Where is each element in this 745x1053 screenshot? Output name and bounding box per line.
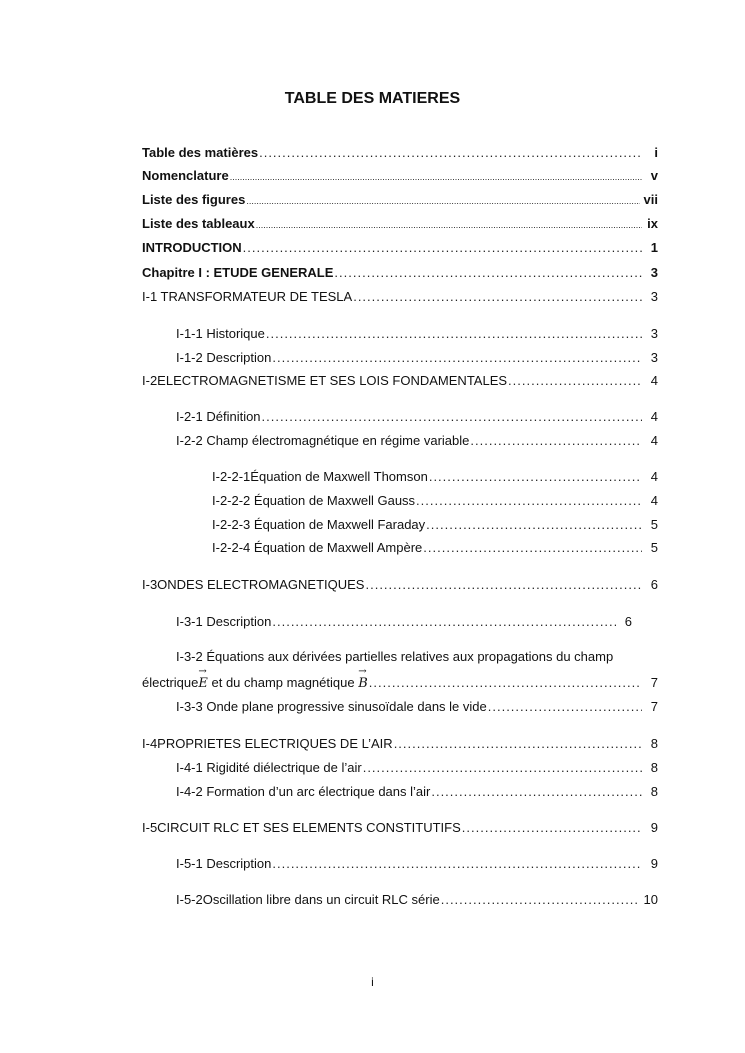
toc-entry-label: I-4PROPRIETES ELECTRIQUES DE L’AIR <box>142 736 393 751</box>
toc-entry[interactable] <box>142 577 658 592</box>
toc-entry-page: v <box>650 168 658 183</box>
toc-entry-label: I-5CIRCUIT RLC ET SES ELEMENTS CONSTITUTIFS <box>142 820 461 835</box>
toc-entry-page: 7 <box>650 675 658 690</box>
dot-leader <box>262 409 642 424</box>
toc-entry-continuation[interactable] <box>142 675 658 691</box>
toc-entry-page: 8 <box>650 760 658 775</box>
dot-leader <box>508 373 642 388</box>
toc-entry-page: 6 <box>650 577 658 592</box>
toc-entry-multiline[interactable] <box>142 642 658 672</box>
toc-entry-page: 4 <box>650 409 658 424</box>
dot-leader <box>429 469 642 484</box>
dot-leader <box>423 540 642 555</box>
toc-entry-label-line1: I-3-2 Équations aux dérivées partielles relatives aux propagations du champ <box>176 649 614 664</box>
dot-leader <box>272 350 642 365</box>
toc-entry-page: 4 <box>650 469 658 484</box>
toc-entry-label: Nomenclature <box>142 168 229 183</box>
dot-leader <box>230 172 642 182</box>
dot-leader <box>353 289 642 304</box>
toc-entry[interactable] <box>142 736 658 751</box>
toc-entry-page: 8 <box>650 784 658 799</box>
toc-entry-label: I-5-2Oscillation libre dans un circuit RLC série <box>176 892 440 907</box>
dot-leader <box>462 820 642 835</box>
dot-leader <box>256 220 642 230</box>
toc-entry[interactable] <box>212 493 658 508</box>
toc-entry[interactable] <box>142 373 658 388</box>
toc-entry-page: 7 <box>650 699 658 714</box>
toc-entry-label: I-5-1 Description <box>176 856 272 871</box>
toc-entry[interactable] <box>142 289 658 304</box>
toc-entry[interactable] <box>176 856 658 871</box>
toc-entry-label: Table des matières <box>142 145 259 160</box>
toc-entry[interactable] <box>176 614 632 629</box>
dot-leader <box>334 265 642 280</box>
toc-entry[interactable] <box>212 517 658 532</box>
toc-entry-label: I-4-1 Rigidité diélectrique de l’air <box>176 760 362 775</box>
toc-entry-page: 4 <box>650 493 658 508</box>
toc-entry-page: 3 <box>650 326 658 341</box>
toc-entry-label: I-1-1 Historique <box>176 326 265 341</box>
toc-entry-page: 4 <box>650 433 658 448</box>
toc-entry-page: ix <box>647 216 658 231</box>
dot-leader <box>272 856 642 871</box>
dot-leader <box>266 326 642 341</box>
dot-leader <box>416 493 642 508</box>
page-number-footer: i <box>371 975 374 989</box>
toc-entry[interactable] <box>176 350 658 365</box>
toc-entry-page: i <box>654 145 658 160</box>
toc-entry[interactable] <box>176 326 658 341</box>
toc-entry[interactable] <box>212 469 658 484</box>
toc-entry[interactable] <box>142 216 658 231</box>
dot-leader <box>431 784 642 799</box>
toc-entry-label: I-2-1 Définition <box>176 409 261 424</box>
dot-leader <box>363 760 642 775</box>
dot-leader <box>365 577 642 592</box>
toc-entry-page: 3 <box>650 265 658 280</box>
toc-entry[interactable] <box>142 265 658 280</box>
toc-entry[interactable] <box>176 433 658 448</box>
toc-entry-label: I-2-2-3 Équation de Maxwell Faraday <box>212 517 426 532</box>
dot-leader <box>470 433 642 448</box>
dot-leader <box>394 736 642 751</box>
toc-entry-label: I-1-2 Description <box>176 350 272 365</box>
toc-entry[interactable] <box>142 192 658 207</box>
toc-entry-label: I-3ONDES ELECTROMAGNETIQUES <box>142 577 365 592</box>
toc-entry-label: I-2-2 Champ électromagnétique en régime variable <box>176 433 470 448</box>
toc-entry-label: INTRODUCTION <box>142 240 242 255</box>
toc-entry-label: I-3-1 Description <box>176 614 272 629</box>
toc-entry-page: 10 <box>643 892 658 907</box>
toc-entry-label: Liste des figures <box>142 192 246 207</box>
vector-b: → B <box>358 676 368 691</box>
toc-entry[interactable] <box>176 760 658 775</box>
toc-entry-page: 1 <box>650 240 658 255</box>
dot-leader <box>426 517 642 532</box>
toc-entry-label: I-3-3 Onde plane progressive sinusoïdale dans le vide <box>176 699 487 714</box>
toc-entry[interactable] <box>176 784 658 799</box>
toc-entry-page: 5 <box>650 517 658 532</box>
dot-leader <box>488 699 642 714</box>
toc-entry[interactable] <box>212 540 658 555</box>
toc-entry-label: I-2ELECTROMAGNETISME ET SES LOIS FONDAMENTALES <box>142 373 508 388</box>
toc-entry-page: 3 <box>650 350 658 365</box>
toc-entry[interactable] <box>142 820 658 835</box>
toc-entry[interactable] <box>176 409 658 424</box>
toc-entry-label: I-1 TRANSFORMATEUR DE TESLA <box>142 289 353 304</box>
dot-leader <box>246 196 639 206</box>
toc-entry[interactable] <box>176 699 658 714</box>
toc-entry[interactable] <box>142 168 658 183</box>
dot-leader <box>441 892 640 907</box>
toc-entry-page: 4 <box>650 373 658 388</box>
vector-e: → E <box>198 676 208 691</box>
toc-entry-label-line2: électrique→ E et du champ magnétique → B <box>142 675 368 691</box>
dot-leader <box>272 614 616 629</box>
dot-leader <box>369 675 642 690</box>
toc-entry-label: I-2-2-2 Équation de Maxwell Gauss <box>212 493 416 508</box>
toc-entry[interactable] <box>176 892 658 907</box>
toc-entry-label: I-4-2 Formation d’un arc électrique dans l’air <box>176 784 431 799</box>
toc-entry-label: I-2-2-1Équation de Maxwell Thomson <box>212 469 428 484</box>
dot-leader <box>243 240 642 255</box>
toc-entry-label: Liste des tableaux <box>142 216 255 231</box>
toc-entry-page: 6 <box>624 614 632 629</box>
toc-entry-page: 5 <box>650 540 658 555</box>
toc-entry-label: Chapitre I : ETUDE GENERALE <box>142 265 334 280</box>
toc-entry[interactable] <box>142 240 658 255</box>
toc-entry-label: I-2-2-4 Équation de Maxwell Ampère <box>212 540 423 555</box>
toc-entry-page: 8 <box>650 736 658 751</box>
toc-entry-page: 9 <box>650 820 658 835</box>
toc-entry-page: vii <box>643 192 658 207</box>
toc-entry[interactable] <box>142 145 658 160</box>
page-title: TABLE DES MATIERES <box>284 90 461 107</box>
dot-leader <box>259 145 642 160</box>
toc-entry-page: 9 <box>650 856 658 871</box>
toc-entry-page: 3 <box>650 289 658 304</box>
